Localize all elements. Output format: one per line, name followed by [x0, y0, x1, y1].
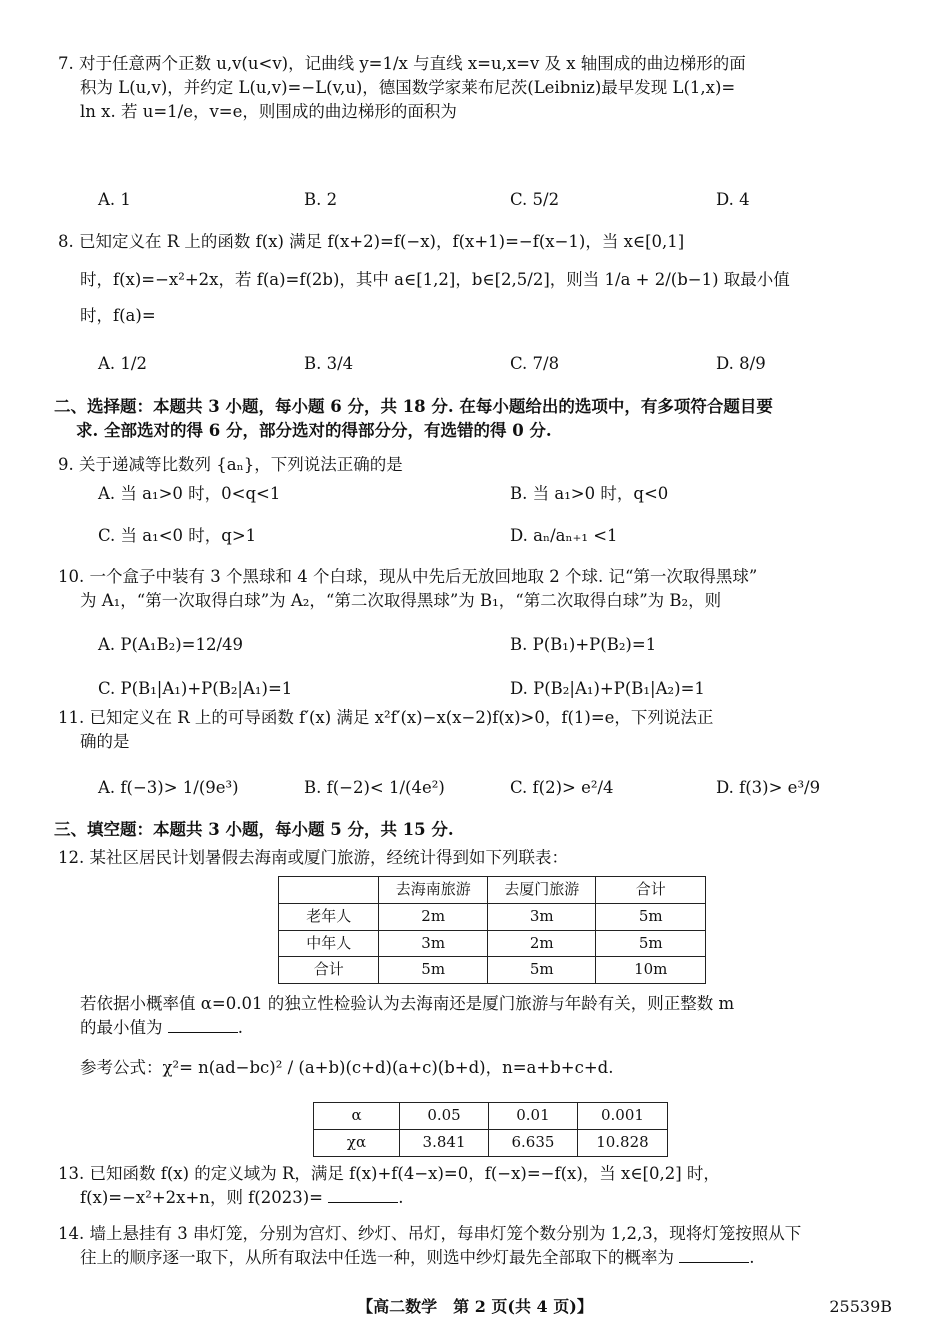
section-3-line-1: 三、填空题：本题共 3 小题，每小题 5 分，共 15 分.: [54, 820, 454, 839]
table-cell: [279, 877, 379, 904]
critical-value-table: [313, 1102, 668, 1157]
table-cell: α: [314, 1103, 400, 1130]
q9-line-1: 9. 关于递减等比数列 {aₙ}，下列说法正确的是: [58, 455, 403, 474]
contingency-table: [278, 876, 706, 984]
table-header-row: [279, 877, 706, 904]
table-cell: 10.828: [577, 1129, 667, 1156]
question-10: [58, 565, 898, 613]
table-cell: 合计: [596, 877, 706, 904]
table-cell: 6.635: [488, 1129, 577, 1156]
section-3-heading: [54, 818, 894, 842]
q8-option-b: B. 3/4: [304, 354, 354, 373]
question-8: [58, 230, 898, 328]
section-2-heading: [54, 395, 894, 443]
q7-line-1: 7. 对于任意两个正数 u,v(u<v)，记曲线 y=1/x 与直线 x=u,x=v 及 x 轴围成的曲边梯形的面: [58, 54, 746, 73]
q12-line-3: 的最小值为 .: [80, 1017, 243, 1037]
answer-blank-12[interactable]: [168, 1018, 238, 1033]
table-cell: 0.01: [488, 1103, 577, 1130]
q11-option-a: A. f(−3)> 1/(9e³): [98, 778, 239, 797]
paper-code: 25539B: [829, 1297, 892, 1316]
q14-line-2-text: 往上的顺序逐一取下，从所有取法中任选一种，则选中纱灯最先全部取下的概率为: [80, 1247, 674, 1267]
table-row: [279, 930, 706, 957]
table-cell: 0.001: [577, 1103, 667, 1130]
question-7: [58, 52, 898, 124]
table-cell: 老年人: [279, 903, 379, 930]
table-cell: 3m: [379, 930, 488, 957]
section-2-line-1: 二、选择题：本题共 3 小题，每小题 6 分，共 18 分. 在每小题给出的选项中，有多项符合题目要: [54, 397, 773, 416]
q10-option-a: A. P(A₁B₂)=12/49: [98, 635, 244, 654]
q13-line-1: 13. 已知函数 f(x) 的定义域为 R，满足 f(x)+f(4−x)=0，f(−x)=−f(x)，当 x∈[0,2] 时，: [58, 1164, 720, 1183]
q13-line-2-text: f(x)=−x²+2x+n，则 f(2023)=: [80, 1187, 323, 1207]
table-cell: 去厦门旅游: [487, 877, 596, 904]
q10-line-2: 为 A₁，“第一次取得白球”为 A₂，“第二次取得黑球”为 B₁，“第二次取得白球”为 B₂，则: [80, 590, 722, 610]
table-row: [314, 1129, 668, 1156]
q12-formula: 参考公式：χ²= n(ad−bc)² / (a+b)(c+d)(a+c)(b+d)，n=a+b+c+d.: [80, 1057, 614, 1077]
table-cell: 5m: [379, 957, 488, 984]
q8-option-c: C. 7/8: [510, 354, 560, 373]
q7-option-a: A. 1: [98, 190, 131, 209]
table-row: [314, 1103, 668, 1130]
table-cell: χα: [314, 1129, 400, 1156]
q7-line-2: 积为 L(u,v)，并约定 L(u,v)=−L(v,u)，德国数学家莱布尼茨(Leibniz)最早发现 L(1,x)=: [80, 77, 736, 97]
q7-line-3: ln x. 若 u=1/e，v=e，则围成的曲边梯形的面积为: [80, 101, 457, 121]
q8-line-2: 时，f(x)=−x²+2x，若 f(a)=f(2b)，其中 a∈[1,2]，b∈[2,5/2]，则当 1/a + 2/(b−1) 取最小值: [80, 269, 790, 289]
table-cell: 去海南旅游: [379, 877, 488, 904]
q11-line-1: 11. 已知定义在 R 上的可导函数 f′(x) 满足 x²f′(x)−x(x−2)f(x)>0，f(1)=e，下列说法正: [58, 708, 714, 727]
q10-option-b: B. P(B₁)+P(B₂)=1: [510, 635, 657, 654]
q7-option-b: B. 2: [304, 190, 338, 209]
table-cell: 5m: [487, 957, 596, 984]
q7-option-d: D. 4: [716, 190, 750, 209]
q11-option-d: D. f(3)> e³/9: [716, 778, 821, 797]
table-cell: 5m: [596, 903, 706, 930]
question-11: [58, 706, 898, 754]
table-row: [279, 957, 706, 984]
q12-line-3-text: 的最小值为: [80, 1017, 163, 1037]
table-cell: 中年人: [279, 930, 379, 957]
q10-option-d: D. P(B₂|A₁)+P(B₁|A₂)=1: [510, 679, 705, 698]
q11-option-c: C. f(2)> e²/4: [510, 778, 614, 797]
q10-option-c: C. P(B₁|A₁)+P(B₂|A₁)=1: [98, 679, 293, 698]
table-cell: 2m: [487, 930, 596, 957]
table-cell: 2m: [379, 903, 488, 930]
q12-line-1: 12. 某社区居民计划暑假去海南或厦门旅游，经统计得到如下列联表：: [58, 848, 568, 867]
q7-option-c: C. 5/2: [510, 190, 560, 209]
table-cell: 5m: [596, 930, 706, 957]
table-row: [279, 903, 706, 930]
table-cell: 0.05: [400, 1103, 489, 1130]
q9-option-d: D. aₙ/aₙ₊₁ <1: [510, 526, 618, 545]
question-9: [58, 453, 898, 477]
q11-option-b: B. f(−2)< 1/(4e²): [304, 778, 445, 797]
q13-line-2: f(x)=−x²+2x+n，则 f(2023)= .: [80, 1187, 404, 1207]
q8-line-1: 8. 已知定义在 R 上的函数 f(x) 满足 f(x+2)=f(−x)，f(x+1)=−f(x−1)，当 x∈[0,1]: [58, 232, 685, 251]
answer-blank-14[interactable]: [679, 1248, 749, 1263]
q9-option-c: C. 当 a₁<0 时，q>1: [98, 526, 257, 545]
question-12: [58, 846, 898, 870]
section-2-line-2: 求. 全部选对的得 6 分，部分选对的得部分分，有选错的得 0 分.: [76, 420, 552, 440]
q11-line-2: 确的是: [80, 731, 130, 751]
q14-line-2: 往上的顺序逐一取下，从所有取法中任选一种，则选中纱灯最先全部取下的概率为 .: [80, 1247, 755, 1267]
table-cell: 10m: [596, 957, 706, 984]
table-cell: 3m: [487, 903, 596, 930]
q8-option-d: D. 8/9: [716, 354, 766, 373]
q8-option-a: A. 1/2: [98, 354, 147, 373]
answer-blank-13[interactable]: [328, 1188, 398, 1203]
q12-line-2: 若依据小概率值 α=0.01 的独立性检验认为去海南还是厦门旅游与年龄有关，则正整数 m: [80, 994, 735, 1013]
q14-line-1: 14. 墙上悬挂有 3 串灯笼，分别为宫灯、纱灯、吊灯，每串灯笼个数分别为 1,2,3，现将灯笼按照从下: [58, 1224, 802, 1243]
page-footer: 【高二数学 第 2 页(共 4 页)】: [357, 1297, 593, 1316]
question-14: [58, 1222, 898, 1270]
q8-line-3: 时，f(a)=: [80, 305, 156, 325]
q9-option-b: B. 当 a₁>0 时，q<0: [510, 484, 669, 503]
q12-body: [58, 992, 898, 1080]
q9-option-a: A. 当 a₁>0 时，0<q<1: [98, 484, 281, 503]
table-cell: 3.841: [400, 1129, 489, 1156]
table-cell: 合计: [279, 957, 379, 984]
question-13: [58, 1162, 898, 1210]
q10-line-1: 10. 一个盒子中装有 3 个黑球和 4 个白球，现从中先后无放回地取 2 个球. 记“第一次取得黑球”: [58, 567, 758, 586]
